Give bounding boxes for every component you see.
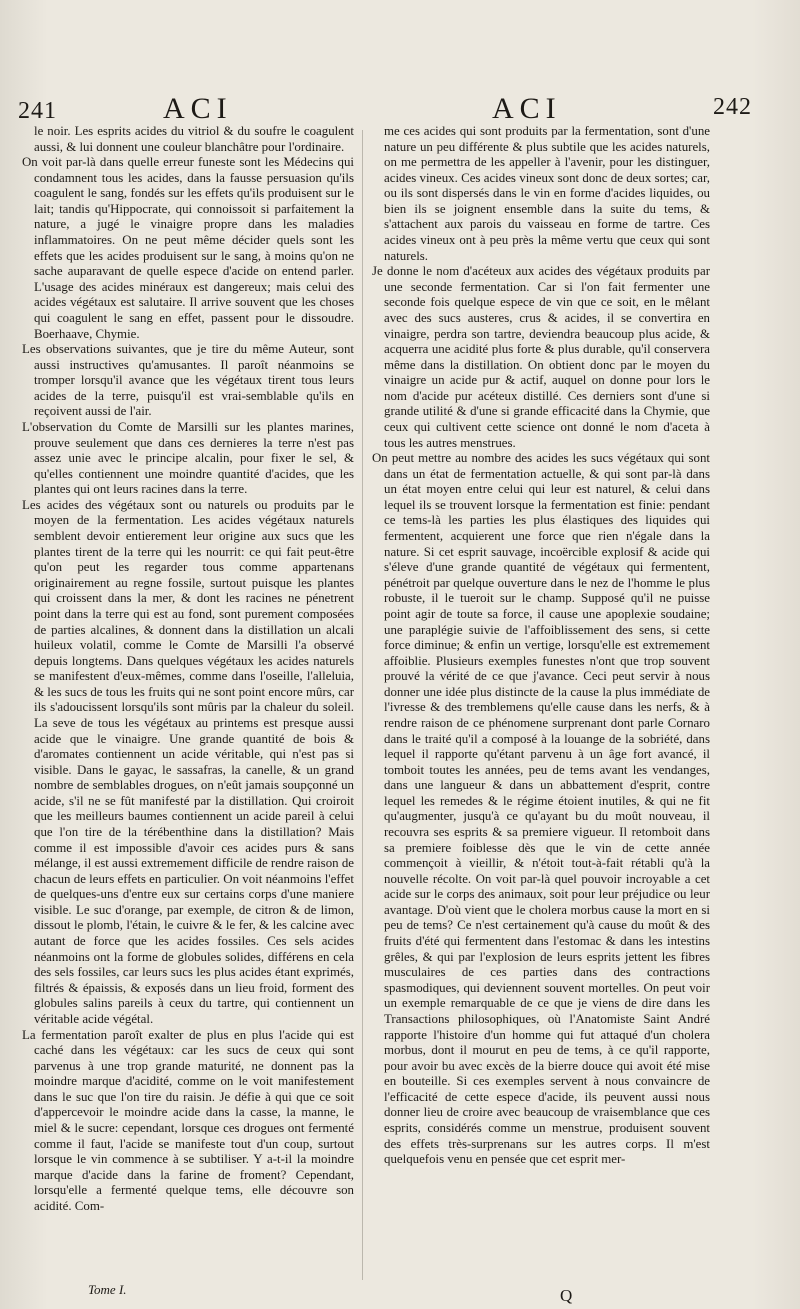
left-column: [22, 124, 354, 1274]
paragraph: L'observation du Comte de Marsilli sur les plantes marines, prouve seulement que dans ces dernieres la terre n'est pas assez unie avec le principe alcalin, pour fixer le sel, & qu'elles contiennent une moindre quantité d'acides, que les plantes qui ont leurs racines dans la terre.: [22, 419, 354, 497]
paragraph: La fermentation paroît exalter de plus en plus l'acide qui est caché dans les végétaux: car les sucs de ceux qui sont parvenus à une trop grande maturité, ne donnent pas la moindre marque d'acidité, comme on le voit manifestement dans le suc que l'on tire du raisin. Je défie à qui que ce soit d'appercevoir le moindre acide dans la casse, la manne, le miel & le sucre: cependant, lorsque ces drogues ont fermenté comme il faut, l'acide se manifeste tout d'un coup, surtout lorsque le vin commence à se subtiliser. Y a-t-il la moindre marque d'acide dans la farine de froment? Cependant, lorsqu'elle a fermenté quelque tems, elle découvre son acidité. Com-: [22, 1027, 354, 1213]
paragraph: me ces acides qui sont produits par la fermentation, sont d'une nature un peu différente & plus subtile que les acides naturels, on me permettra de les appeller à l'avenir, pour les distinguer, acides vineux. Ces acides vineux sont donc de deux sortes; car, ou ils sont dispersés dans le vin en forme d'acides liquides, ou bien ils se joignent ensemble dans la suite du tems, & s'attachent aux parois du vaisseau en forme de tartre. Ces acides vineux ont à peu près la même vertu que ceux qui sont naturels.: [384, 124, 710, 263]
paragraph: On voit par-là dans quelle erreur funeste sont les Médecins qui condamnent tous les acides, dans la fausse persuasion qu'ils coagulent le sang, fondés sur les effets qu'ils produisent sur le lait; tandis qu'Hippocrate, qui connoissoit si parfaitement la nature, a jugé le vinaigre propre dans les maladies inflammatoires. On ne peut même décider quels sont les effets que les acides produisent sur le sang, à moins qu'on ne sache auparavant de quelle espece d'acide on entend parler. L'usage des acides minéraux est dangereux; mais celui des acides végétaux est salutaire. Il arrive souvent que les choses qui coagulent le sang en effet, passent pour le dissoudre. Boerhaave, Chymie.: [22, 155, 354, 341]
paragraph: Les acides des végétaux sont ou naturels ou produits par le moyen de la fermentation. Les acides végétaux naturels semblent devoir entierement leur origine aux sucs que les plantes tirent de la terre qui les nourrit: ce qui fait peut-être qu'on peut les regarder tous comme appartenans originairement au regne fossile, surtout puisque les plantes qui croissent dans la mer, & dont les racines ne pénetrent point dans la terre qui est au fond, sont purement composées de parties alcalines, & donnent dans la distillation un alcali huileux volatil, comme le Comte de Marsilli l'a observé depuis longtems. Dans quelques végétaux les acides naturels se manifestent d'eux-mêmes, comme dans l'oseille, l'alleluia, & les sucs de tous les fruits qui ne sont point encore mûrs, car ils s'adoucissent lorsqu'ils sont mûris par la chaleur du soleil. La seve de tous les végétaux au printems est presque aussi acide que le vinaigre. Une grande quantité de bois & d'aromates contiennent un acide véritable, qui n'est pas si visible. Dans le gayac, le sassafras, la canelle, & un grand nombre de semblables drogues, on n'eût jamais soupçonné un acide, s'il ne se fût manifesté par la distillation. Qui croiroit que les meilleurs baumes contiennent un acide pareil à celui que l'on tire de la térébenthine dans la distillation? Mais comme il est impossible d'avoir ces acides purs & sans mélange, il est aussi extremement difficile de rendre raison de chacun de leurs effets en particulier. On voit néanmoins l'effet de quelques-uns d'entre eux sur certains corps d'une maniere visible. Le suc d'orange, par exemple, de citron & de limon, dissout le plomb, l'étain, le cuivre & le fer, & les calcine avec autant de force que les acides fossiles. Ces sels acides néanmoins ont la forme de globules solides, différens en cela des sels fossiles, car leurs sucs les plus acides étant exprimés, filtrés & épaissis, & exposés dans un lieu froid, forment des globules salins pareils à ceux du tartre, qui contiennent un véritable acide végétal.: [22, 497, 354, 1026]
paragraph: le noir. Les esprits acides du vitriol & du soufre le coagulent aussi, & lui donnent une couleur blanchâtre pour l'ordinaire.: [34, 124, 354, 154]
paragraph: Les observations suivantes, que je tire du même Auteur, sont aussi instructives qu'amusantes. Il paroît néanmoins se tromper lorsqu'il avance que les végétaux tirent tous leurs acides de la terre, puisqu'il est vrai-semblable qu'ils en reçoivent aussi de l'air.: [22, 342, 354, 419]
column-divider: [362, 130, 363, 1280]
running-head-right: ACI: [492, 92, 562, 125]
page-number-right: 242: [713, 94, 752, 120]
running-head-left: ACI: [163, 92, 233, 125]
paragraph: On peut mettre au nombre des acides les sucs végétaux qui sont dans un état de fermentation actuelle, & qui sont par-là dans un état moyen entre celui qui leur est naturel, & celui dans lequel ils se trouvent lorsque la fermentation est finie: pendant ce tems-là les parties les plus élastiques des liquides qui fermentent, acquierent une force que rien n'égale dans la nature. Si cet esprit sauvage, incoërcible explosif & acide qui s'éleve d'une grande quantité de végétaux qui fermentent, pénétroit par quelque ouverture dans le nez de l'homme le plus robuste, il le tueroit sur le champ. Supposé qu'il ne puisse point agir de toute sa force, il cause une apoplexie soudaine; une paraplégie suivie de l'affoiblissement des sens, si cette force diminue; & enfin un vertige, lorsqu'elle est extremement affoiblie. Plusieurs exemples funestes n'ont que trop souvent prouvé la vérité de ce que j'avance. Ceci peut servir à nous donner une idée plus distincte de la cause la plus immédiate de l'ivresse & des tremblemens qu'elle cause dans les nerfs, & à rendre raison de ce phénomene surprenant dont parle Cornaro dans le traité qu'il a composé à la louange de la sobriété, dans lequel il rapporte qu'étant parvenu à un âge fort avancé, il tomboit toutes les années, peu de tems avant les vendanges, dans une langueur & dans un abbattement d'esprit, contre lequel les remedes & le régime étoient inutiles, & qui ne fit qu'augmenter, jusqu'à ce qu'ayant bu du moût nouveau, il recouvra ses esprits & sa premiere vigueur. Il retomboit dans sa premiere foiblesse dès que le vin de cette année commençoit à vieillir, & n'étoit tout-à-fait rétabli qu'à la nouvelle récolte. On voit par-là quel pouvoir incroyable a cet acide sur le corps des animaux, soit pour leur préjudice ou leur avantage. D'où vient que le cholera morbus cause la mort en si peu de tems? Ce n'est certainement qu'à cause du moût & des fruits d'été qui fermentent dans l'estomac & dans les intestins grêles, & qui par l'explosion de leurs esprits jettent les fibres musculaires de ces parties dans des contractions spasmodiques, qui deviennent souvent mortelles. On peut voir un exemple remarquable de ce que je viens de dire dans les Transactions philosophiques, où l'Anatomiste Saint André rapporte l'histoire d'un homme qui fut attaqué d'un cholera morbus, dont il mourut en peu de tems, à ce qu'il rapporte, pour avoir bu avec excès de la bierre douce qui avoit été mise en bouteille. Si ces exemples servent à nous convaincre de l'efficacité de cette espece d'acide, ils peuvent aussi nous donner lieu de croire avec beaucoup de vraisemblance que ces esprits, considérés comme un menstrue, produisent souvent des effets très-surprenans sur les autres corps. Il m'est quelquefois venu en pensée que cet esprit mer-: [372, 451, 710, 1167]
page-number-left: 241: [18, 98, 57, 124]
volume-note: Tome I.: [88, 1282, 127, 1297]
paragraph: Je donne le nom d'acéteux aux acides des végétaux produits par une seconde fermentation. Car si l'on fait fermenter une seconde fois quelque espece de vin que ce soit, en le mêlant avec des sucs austeres, crus & acides, il se convertira en vinaigre, perdra son tartre, deviendra beaucoup plus acide, & acquerra une acidité plus forte & plus durable, qu'il conservera même dans la distillation. On obtient donc par le moyen du vinaigre un acide pur & actif, auquel on donne pour lors le nom d'acide pur acéteux distillé. Ces derniers sont d'une si grande utilité & d'une si grande efficacité dans la Chymie, que ceux qui cultivent cette science ont donné le nom d'aceta à tous les autres menstrues.: [372, 264, 710, 450]
page-header: [0, 92, 800, 128]
right-column: [372, 124, 710, 1284]
signature-mark: Q: [560, 1286, 573, 1305]
